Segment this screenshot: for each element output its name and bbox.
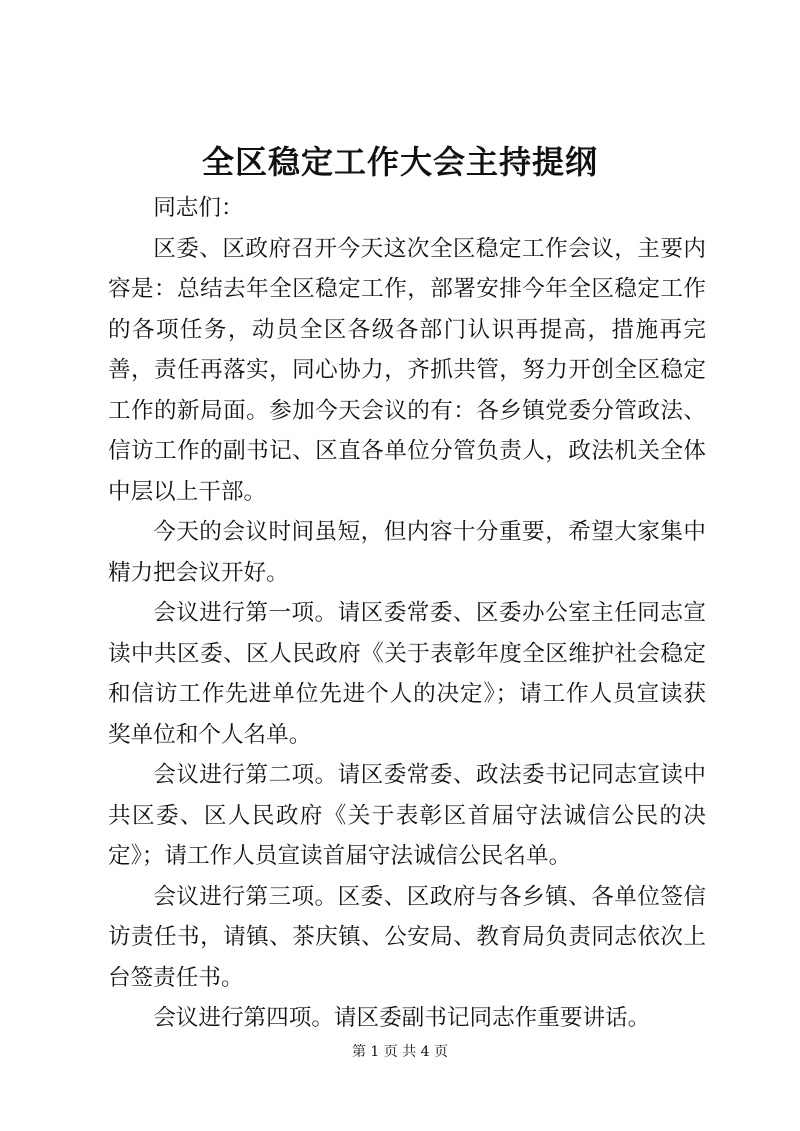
paragraph-introduction: 区委、区政府召开今天这次全区稳定工作会议，主要内容是：总结去年全区稳定工作，部署安排今年全区稳定工作的各项任务，动员全区各级各部门认识再提高，措施再完善，责任再落实，同心协力，齐抓共管，努力开创全区稳定工作的新局面。参加今天会议的有：各乡镇党委分管政法、信访工作的副书记、区直各单位分管负责人，政法机关全体中层以上干部。 [108,235,706,505]
paragraph-salutation: 同志们： [153,195,244,221]
document-body [108,188,706,1039]
paragraph-item-four: 会议进行第四项。请区委副书记同志作重要讲话。 [153,1005,651,1031]
page-number-footer: 第 1 页 共 4 页 [351,1044,449,1060]
paragraph-item-three: 会议进行第三项。区委、区政府与各乡镇、各单位签信访责任书，请镇、茶庆镇、公安局、教育局负责同志依次上台签责任书。 [108,883,706,991]
document-title: 全区稳定工作大会主持提纲 [201,143,598,181]
paragraph-request: 今天的会议时间虽短，但内容十分重要，希望大家集中精力把会议开好。 [108,519,706,586]
paragraph-item-one: 会议进行第一项。请区委常委、区委办公室主任同志宣读中共区委、区人民政府《关于表彰年度全区维护社会稳定和信访工作先进单位先进个人的决定》；请工作人员宣读获奖单位和个人名单。 [108,600,706,748]
paragraph-item-two: 会议进行第二项。请区委常委、政法委书记同志宣读中共区委、区人民政府《关于表彰区首届守法诚信公民的决定》；请工作人员宣读首届守法诚信公民名单。 [108,762,706,869]
